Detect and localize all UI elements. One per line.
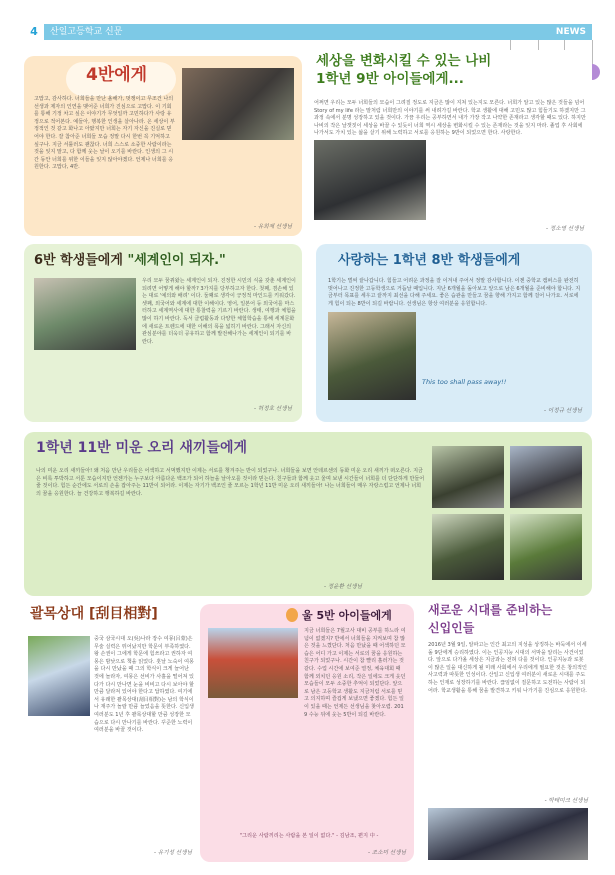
article-11ban <box>24 432 592 596</box>
class-photo <box>182 68 294 140</box>
article-body: 고맙고, 감사하다. 너희들을 만난 올해가, 멋쟁이고 무조건 나의 선생과 제자의 인연을 맺어준 너희가 진심으로 고맙다. 이 기회를 통해 기정 차고 싶은 이야기가 무엇일까 고민하다가 사랑 유정으로 적어본다. 예들아, 행복한 인생을 살아나라. 온 세상이 부정적인 것 같고 화나고 아팠지만 너희는 자기 자신을 진실로 믿어야 한다. 잘 참아준 너희들 모습 정말 다시 한번 꼭 기억하고 싶구나. 지금 서툴러도 괜찮다. 너희 스스로 소중한 사람이라는 것을 잊지 말고, 다 함께 웃는 날이 오기를 바란다. 인생의 그 시간 동안 너희를 위한 이들을 잊지 않아야겠다. 언제나 너희를 응원한다. 고맙다, 4반. <box>34 96 175 171</box>
article-title: 1학년 11반 미운 오리 새끼들에게 <box>36 440 248 456</box>
article-8ban <box>316 244 592 422</box>
balloon-decoration-icon <box>286 608 298 622</box>
group-photo-4 <box>510 514 582 580</box>
article-title: 사랑하는 1학년 8반 학생들에게 <box>338 253 521 268</box>
signature: - 조소미 선생님 <box>368 850 406 856</box>
article-title-line1: 세상을 변화시킬 수 있는 나비 <box>316 53 492 69</box>
article-body: 지금 너희들은 7월고사 대비 공부를 하느라 여념이 없겠지? 반에서 너희들을 지켜보며 참 많은 것을 느꼈단다. 처음 만났을 때 어색하던 모습은 어디 가고 이제는 서로의 꿈을 응원하는 친구가 되었구나. 시간이 참 빨리 흘러가는 것 같다. 수업 시간에 보여준 열정, 체육대회 때 함께 외치던 응원 소리, 작은 일에도 크게 웃던 모습들이 모두 소중한 추억이 되었단다. 앞으로 남은 고등학교 생활도 지금처럼 서로를 믿고 의지하며 즐겁게 보냈으면 좋겠다. 힘든 일이 있을 때는 언제든 선생님을 찾아오렴. 2019 수능 뒤에 웃는 5반이 되길 바란다. <box>304 628 406 718</box>
page-header <box>24 24 592 40</box>
signature: - 허정호 선생님 <box>254 406 292 412</box>
signature: - 정소영 선생님 <box>546 226 584 232</box>
article-body: 2016년 3월 9일, 알파고는 인간 최고의 지성을 상징하는 바둑에서 이세돌 9단에게 승리하였다. 이는 인공지능 시대의 서막을 알리는 사건이었다. 앞으로 다가올 세상은 지금과는 전혀 다를 것이다. 인공지능과 로봇이 많은 일을 대신하게 될 미래 사회에서 우리에게 필요한 것은 창의적인 사고력과 따뜻한 인성이다. 산일고 신입생 여러분이 새로운 시대를 주도하는 인재로 성장하기를 바란다. 끊임없이 질문하고 도전하는 사람이 되어라. 학교생활을 통해 꿈을 발견하고 키워 나가기를 진심으로 응원한다. <box>428 642 587 694</box>
article-title-line1: 새로운 시대를 준비하는 <box>428 603 553 617</box>
class-photo <box>328 312 416 400</box>
group-photo-3 <box>432 514 504 580</box>
article-quote: "그리운 사람끼리는 사람을 본 일이 없다." - 김남조, 편지 中 - <box>239 833 379 839</box>
article-title-line2: 1학년 9반 아이들에게... <box>316 71 464 87</box>
article-title-line2: 신입인들 <box>428 621 475 635</box>
article-new-era <box>418 600 592 862</box>
article-title: 괄목상대 [刮目相對] <box>30 606 158 622</box>
signature: - 유희재 선생님 <box>254 224 292 230</box>
signature: - 유기성 선생님 <box>154 850 192 856</box>
article-body: 우리 모두 꿈꿔왔는 세계인이 되자. 진정한 시민의 식을 갖춘 세계인이 되려면 어떻게 해야 할까? 3가지를 당부하고자 한다. 첫째, 겸손해 있는 대로 '예의와 배려' 이다. 둘째로 생각이 긍정적 마인드를 키워갔다. 셋째, 외국어와 세계에 대한 이해이다. 영어, 일본어 등 외국어를 마스터하고 세계역사에 대한 통찰력을 기르기 바란다. 생태, 여행과 체험을 많이 하기 바란다. 독서 클럽활동과 다양한 체험학습을 통해 세계문화에 새로운 트렌드에 대한 이해의 폭을 넓히기 바란다. 그래서 자신의 관심분야를 더욱더 공유하고 함께 발전해나가는 세계인이 되기를 바란다. <box>142 278 296 345</box>
signature: - 박태미크 선생님 <box>544 798 588 804</box>
section-label: NEWS <box>555 27 586 37</box>
article-body-continued <box>432 140 588 220</box>
page-number: 4 <box>24 24 44 40</box>
article-title-quote: "세계인이 되자." <box>127 253 226 268</box>
signature: - 정윤환 선생님 <box>324 584 362 590</box>
article-4ban <box>24 56 302 236</box>
article-quote: This too shall pass away!! <box>422 378 507 386</box>
student-photo <box>28 636 90 716</box>
class-photo <box>428 808 588 860</box>
article-5ban <box>200 604 414 862</box>
article-body: 나의 미운 오리 새끼들아! 왜 처음 만난 우리들은 어색하고 서먹했지만 이제는 서로를 챙겨주는 반이 되었구나. 너희들을 보면 안데르센의 동화 미운 오리 새끼가 떠오른다. 지금은 비록 투박하고 서툰 모습이지만 언젠가는 누구보다 아름다운 백조가 되어 하늘을 날아오를 것이라 믿는다. 친구들과 함께 웃고 울며 보낸 시간들이 너희를 더 단단하게 만들어 줄 것이다. 힘든 순간에도 서로의 손을 잡아주는 11반이 되어라. 이제는 자기가 백조인 줄 모르는 1학년 11반 미운 오리 새끼들아! 나는 너희들이 매우 자랑스럽고 언제나 너희의 꿈을 응원한다. 늘 건강하고 행복하길 바란다. <box>36 468 425 497</box>
article-title: 4반에게 <box>86 65 148 85</box>
signature: - 이정규 선생님 <box>544 408 582 414</box>
article-title <box>34 254 226 269</box>
article-body-continued <box>34 182 296 220</box>
article-body-continued <box>422 312 582 364</box>
article-9ban <box>308 50 592 238</box>
article-body-continued <box>208 702 406 826</box>
classroom-photo <box>34 278 136 350</box>
article-body: 중국 삼국시대 오(吳)나라 장수 여몽(呂蒙)은 무술 실력은 뛰어났지만 학문이 부족하였다. 왕 손권이 그에게 학문에 힘쓰라고 권하자 여몽은 밤낮으로 책을 읽었다. 훗날 노숙이 여몽을 다시 만났을 때 그의 학식이 크게 늘어난 것에 놀라자, 여몽은 선비가 사흘을 떨어져 있다가 다시 만나면 눈을 비비고 다시 보아야 할 만큼 달라져 있어야 한다고 답하였다. 여기에서 유래한 괄목상대(刮目相對)는 남의 학식이나 재주가 놀랄 만큼 늘었음을 뜻한다. 신입생 여러분도 1년 후 괄목상대할 만큼 성장한 모습으로 다시 만나기를 바란다. 꾸준한 노력이 여러분을 바꿀 것이다. <box>94 636 194 734</box>
article-body: 1학기는 벌써 끝나갑니다. 힘들고 어려운 과정을 잘 이겨내 주어서 정말 감사합니다. 이젠 중학교 캠퍼스를 완전히 벗어나고 진정한 고등학생으로 거듭날 때입니다. 지난 6개월을 돌아보고 앞으로 남은 6개월을 준비해야 합니다. 지금부터 목표를 세우고 끝까지 최선을 다해 주세요. 좋은 습관을 만들고 꿈을 향해 가지고 함께 걸어 나가요. 서로에게 힘이 되는 8반이 되길 바랍니다. 선생님은 항상 여러분을 응원합니다. <box>328 278 581 307</box>
group-photo-1 <box>432 446 504 508</box>
class-photo <box>314 140 426 220</box>
paper-name: 산일고등학교 신문 <box>50 27 123 37</box>
article-idiom <box>24 600 196 862</box>
article-title-prefix: 6반 학생들에게 <box>34 253 128 268</box>
article-body: 어쩌면 우리는 모두 너희들의 모습이 그려질 정도로 지금은 많이 지쳐 있는지도 모른다. 너희가 알고 있는 많은 것들을 넘어 Story of my life 라는 말처럼 너희만의 이야기를 써 내려가길 바란다. 학교 생활에 대해 고민도 많고 힘들기도 하겠지만 그 과정 속에서 분명 성장하고 있을 것이다. 가끔 우리는 공부하면서 내가 가장 작고 나약한 존재라고 생각할 때도 있다. 하지만 나비의 작은 날갯짓이 세상을 바꿀 수 있듯이 너희 역시 세상을 변화시킬 수 있는 존재라는 것을 잊지 마라. 졸업 후 사회에 나가서도 가치 있는 삶을 살기 위해 노력하고 서로를 응원하는 9반이 되었으면 한다. 사랑한다. <box>314 100 586 137</box>
group-photo-2 <box>510 446 582 508</box>
article-6ban <box>24 244 302 422</box>
article-title: 울 5반 아이들에게 <box>302 609 392 622</box>
palace-photo <box>208 628 298 698</box>
